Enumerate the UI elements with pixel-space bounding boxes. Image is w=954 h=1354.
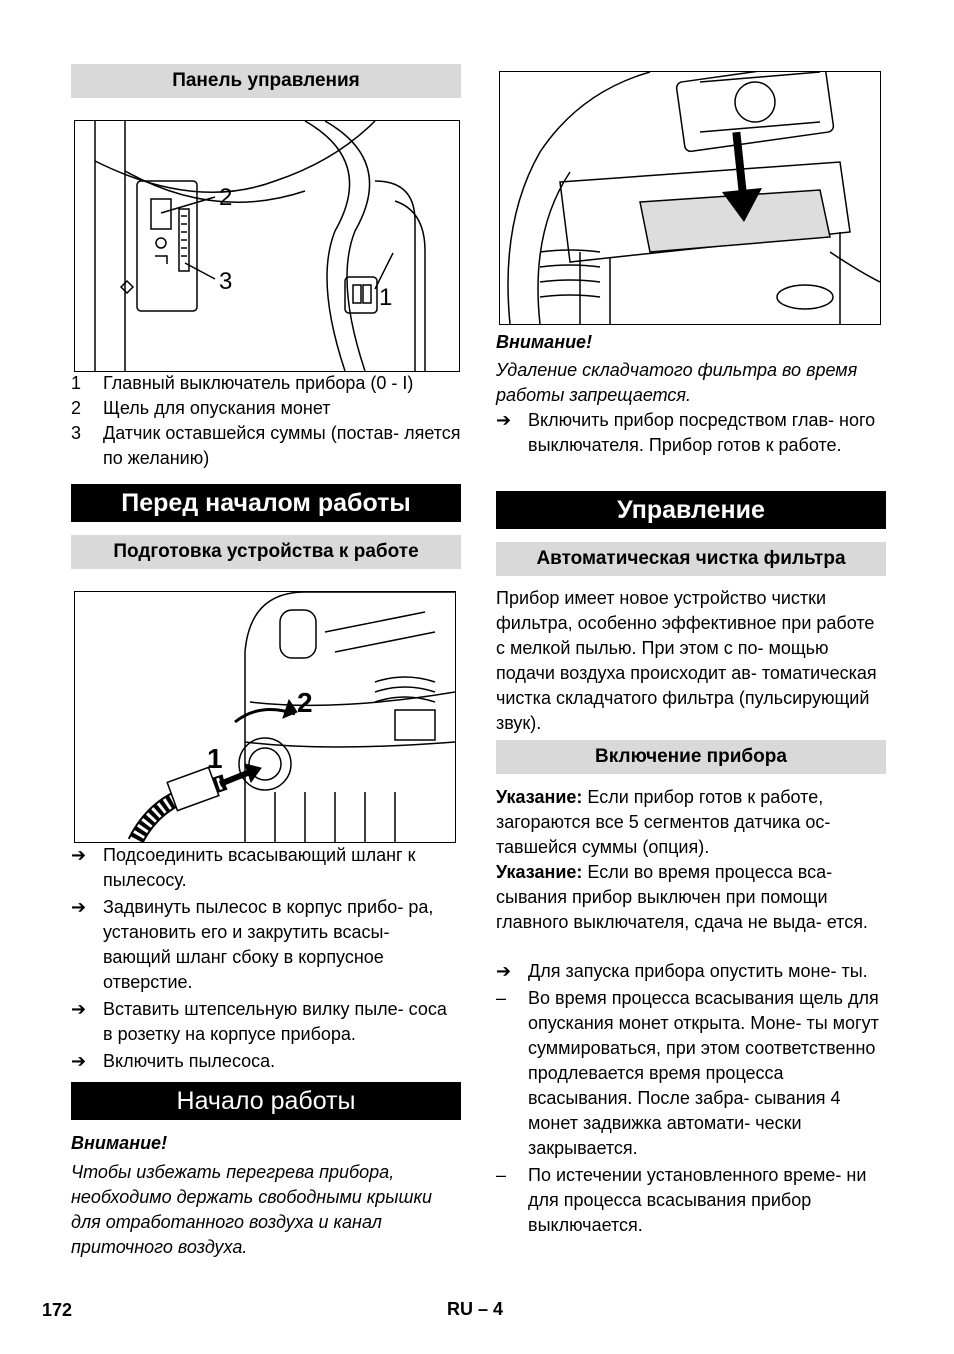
arrow-icon: ➔	[496, 961, 512, 981]
control-panel-legend	[71, 371, 461, 471]
section-heading-start-work: Начало работы	[71, 1082, 461, 1120]
list-item: ➔ Вставить штепсельную вилку пыле- соса в розетку на корпусе прибора.	[71, 997, 461, 1047]
filter-steps	[496, 408, 886, 460]
attention-label: Внимание!	[71, 1133, 168, 1153]
legend-item: 2 Щель для опускания монет	[71, 398, 331, 418]
attention-label: Внимание!	[496, 332, 593, 352]
note-label: Указание:	[496, 787, 583, 807]
arrow-icon: ➔	[71, 845, 87, 865]
arrow-icon: ➔	[71, 999, 87, 1019]
callout-2: 2	[219, 184, 233, 211]
arrow-icon: ➔	[71, 897, 87, 917]
section-heading-before-work: Перед началом работы	[71, 484, 461, 522]
list-item: ➔ Задвинуть пылесос в корпус прибо- ра, установить его и закрутить всасы- вающий шланг сбоку в корпусное отверстие.	[71, 895, 461, 995]
hose-connection-figure	[74, 591, 456, 843]
callout-1: 1	[207, 743, 223, 774]
note-text: Если во время процесса вса- сывания прибор выключен при помощи главного выключателя, сдача не выда- ется.	[496, 862, 868, 932]
control-panel-illustration	[75, 121, 459, 371]
attention-text: Чтобы избежать перегрева прибора, необходимо держать свободными крышки для отработанного воздуха и канал приточного воздуха.	[71, 1162, 433, 1257]
callout-3: 3	[219, 268, 233, 295]
filter-figure	[499, 71, 881, 325]
filter-illustration	[500, 72, 880, 324]
legend-item: 3 Датчик оставшейся суммы (постав- ляется по желанию)	[71, 423, 461, 468]
dash-icon: –	[496, 1165, 507, 1185]
arrow-icon: ➔	[71, 1051, 87, 1071]
list-item: – По истечении установленного време- ни для процесса всасывания прибор выключается.	[496, 1163, 886, 1238]
auto-clean-description: Прибор имеет новое устройство чистки фильтра, особенно эффективное при работе с мелкой пылью. При этом с по- мощью подачи воздуха происходит ав- томатическая чистка складчатого фильтра (пульсирующий звук).	[496, 588, 877, 733]
page-label: RU – 4	[447, 1299, 504, 1319]
subheading-device-preparation: Подготовка устройства к работе	[71, 535, 461, 569]
page-number: 172	[42, 1300, 73, 1320]
arrow-icon: ➔	[496, 410, 512, 430]
list-item: ➔ Подсоединить всасывающий шланг к пылесосу.	[71, 843, 461, 893]
control-panel-figure	[74, 120, 460, 372]
note-label: Указание:	[496, 862, 583, 882]
subheading-switch-on: Включение прибора	[496, 740, 886, 774]
preparation-steps	[71, 843, 461, 1076]
section-heading-operation: Управление	[496, 491, 886, 529]
callout-1: 1	[379, 284, 393, 311]
list-item: ➔ Включить прибор посредством глав- ного выключателя. Прибор готов к работе.	[496, 408, 886, 458]
subheading-auto-filter-cleaning: Автоматическая чистка фильтра	[496, 542, 886, 576]
switch-on-steps	[496, 959, 886, 1240]
attention-text: Удаление складчатого фильтра во время работы запрещается.	[496, 360, 858, 405]
hose-connection-illustration	[75, 592, 455, 842]
section-heading-control-panel: Панель управления	[71, 64, 461, 98]
list-item: ➔ Для запуска прибора опустить моне- ты.	[496, 959, 886, 984]
callout-2: 2	[297, 687, 313, 718]
note-text: Если прибор готов к работе, загораются все 5 сегментов датчика ос- тавшейся суммы (опция).	[496, 787, 831, 857]
dash-icon: –	[496, 988, 507, 1008]
legend-item: 1 Главный выключатель прибора (0 - I)	[71, 373, 414, 393]
note-1	[496, 785, 886, 860]
list-item: – Во время процесса всасывания щель для опускания монет открыта. Моне- ты могут суммироваться, при этом соответственно продлевается время процесса всасывания. После забра- сывания 4 монет задвижка автомати- чески закрывается.	[496, 986, 886, 1161]
note-2	[496, 860, 886, 935]
list-item: ➔ Включить пылесоса.	[71, 1049, 461, 1074]
